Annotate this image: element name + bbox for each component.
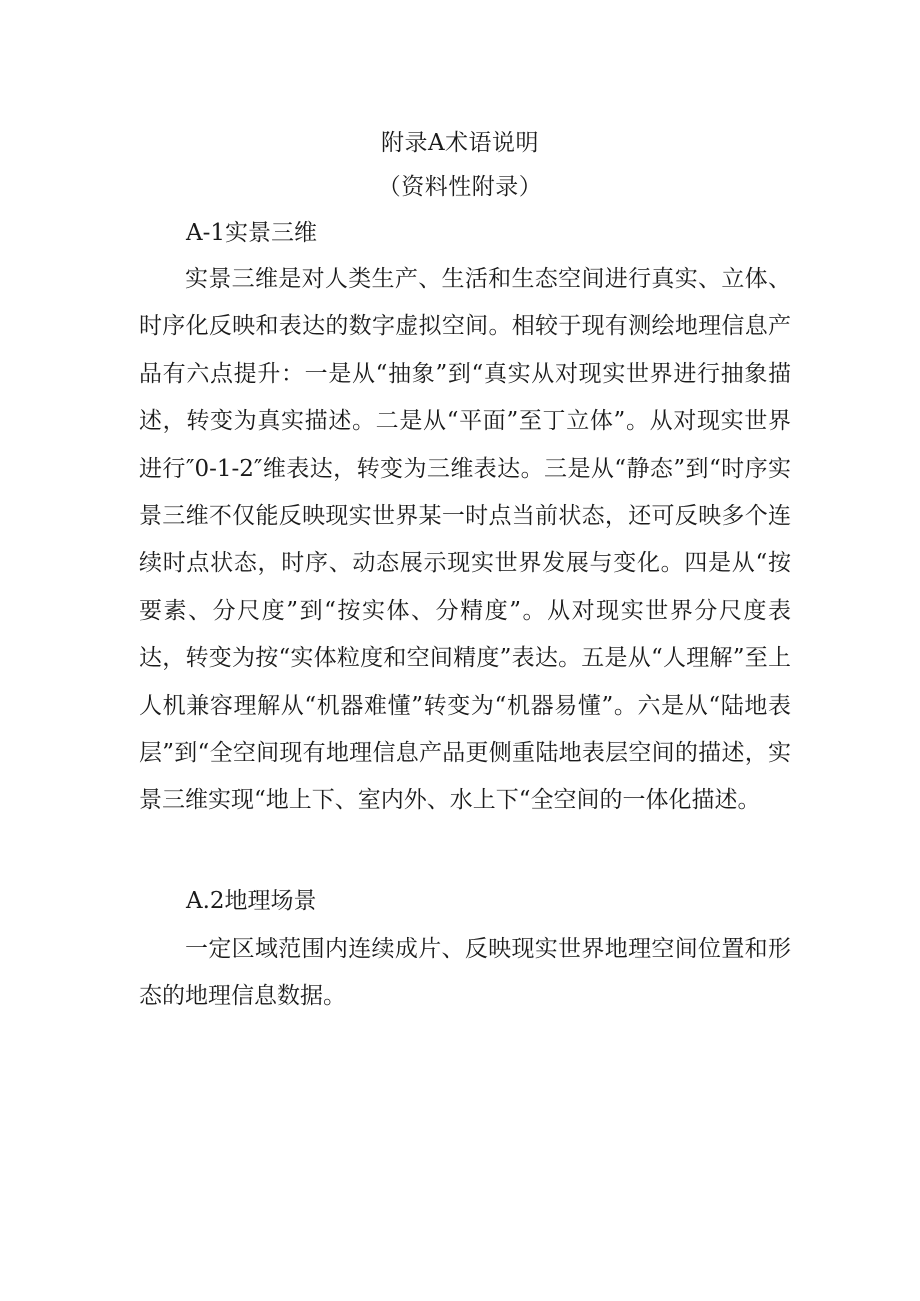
appendix-title: 附录A术语说明 (380, 130, 540, 156)
section-heading-a1: A-1实景三维 (186, 220, 318, 246)
section-body-a2: 一定区域范围内连续成片、反映现实世界地理空间位置和形态的地理信息数据。 (139, 936, 791, 1010)
section-heading-a2: A.2地理场景 (186, 888, 317, 914)
appendix-subtitle: （资料性附录） (377, 174, 543, 200)
section-body-a1: 实景三维是对人类生产、生活和生态空间进行真实、立体、时序化反映和表达的数字虚拟空间。相较于现有测绘地理信息产品有六点提升：一是从“抽象”到“真实从对现实世界进行抽象描述，转变为真实描述。二是从“平面”至丁立体”。从对现实世界进行″0-1-2″维表达，转变为三维表达。三是从“静态”到“时序实景三维不仅能反映现实世界某一时点当前状态，还可反映多个连续时点状态，时序、动态展示现实世界发展与变化。四是从“按要素、分尺度”到“按实体、分精度”。从对现实世界分尺度表达，转变为按“实体粒度和空间精度”表达。五是从“人理解”至上人机兼容理解从“机器难懂”转变为“机器易懂”。六是从“陆地表层”到“全空间现有地理信息产品更侧重陆地表层空间的描述，实景三维实现“地上下、室内外、水上下“全空间的一体化描述。 (139, 266, 791, 814)
